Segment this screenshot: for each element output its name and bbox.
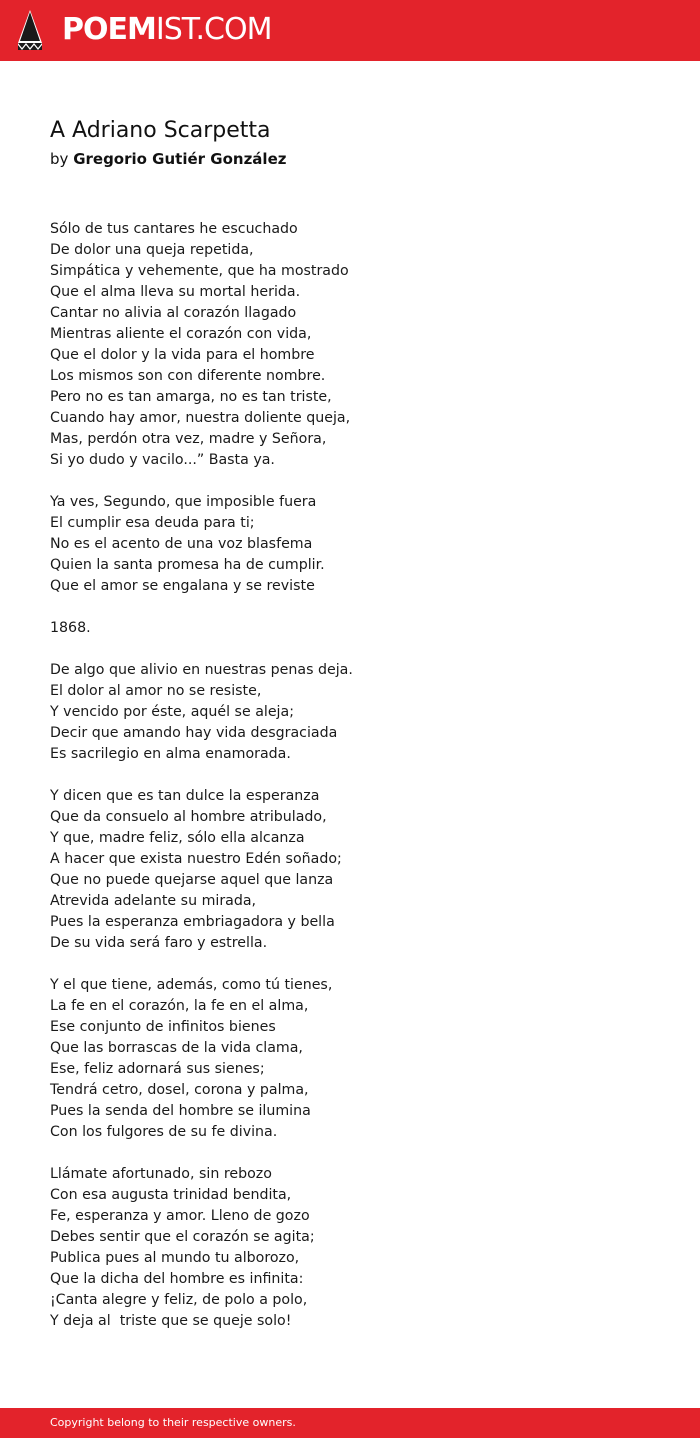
poem-line: Y dicen que es tan dulce la esperanza <box>50 788 320 804</box>
poem-line: Quien la santa promesa ha de cumplir. <box>50 557 325 573</box>
poem-line: No es el acento de una voz blasfema <box>50 536 313 552</box>
poem-line: Ese, feliz adornará sus sienes; <box>50 1061 265 1077</box>
poem-line: Mientras aliente el corazón con vida, <box>50 326 312 342</box>
logo-brand-bold: POEM <box>62 12 156 47</box>
poem-line: Y que, madre feliz, sólo ella alcanza <box>50 830 305 846</box>
poem-line: ¡Canta alegre y feliz, de polo a polo, <box>50 1292 308 1308</box>
poem-line: Es sacrilegio en alma enamorada. <box>50 746 291 762</box>
byline <box>50 149 286 169</box>
poem-line: El cumplir esa deuda para ti; <box>50 515 255 531</box>
poem-line: Pues la esperanza embriagadora y bella <box>50 914 335 930</box>
poem-line: Tendrá cetro, dosel, corona y palma, <box>50 1082 309 1098</box>
poem-line: Llámate afortunado, sin rebozo <box>50 1166 272 1182</box>
poem-stanza <box>50 1164 650 1332</box>
poem-line: La fe en el corazón, la fe en el alma, <box>50 998 309 1014</box>
poem-line: Con los fulgores de su fe divina. <box>50 1124 278 1140</box>
poem-line: De su vida será faro y estrella. <box>50 935 268 951</box>
poem-line: Que da consuelo al hombre atribulado, <box>50 809 327 825</box>
poem-line: Decir que amando hay vida desgraciada <box>50 725 338 741</box>
poem-line: Fe, esperanza y amor. Lleno de gozo <box>50 1208 310 1224</box>
poem-line: Debes sentir que el corazón se agita; <box>50 1229 315 1245</box>
poem-line: 1868. <box>50 620 91 636</box>
poem-line: Atrevida adelante su mirada, <box>50 893 257 909</box>
poem-line: El dolor al amor no se resiste, <box>50 683 262 699</box>
site-header <box>0 0 700 61</box>
poem-line: Simpática y vehemente, que ha mostrado <box>50 263 349 279</box>
poem-line: Y vencido por éste, aquél se aleja; <box>50 704 294 720</box>
copyright-text: Copyright belong to their respective owners. <box>50 1416 296 1429</box>
poem-line: Con esa augusta trinidad bendita, <box>50 1187 292 1203</box>
poem-line: A hacer que exista nuestro Edén soñado; <box>50 851 342 867</box>
poem-line: Que el alma lleva su mortal herida. <box>50 284 301 300</box>
poem-body <box>50 219 650 1353</box>
poem-line: Que las borrascas de la vida clama, <box>50 1040 303 1056</box>
site-footer <box>0 1408 700 1438</box>
poem-line: Que el dolor y la vida para el hombre <box>50 347 315 363</box>
poem-line: Que el amor se engalana y se reviste <box>50 578 315 594</box>
poem-stanza <box>50 786 650 954</box>
poem-line: Los mismos son con diferente nombre. <box>50 368 326 384</box>
poem-stanza <box>50 975 650 1143</box>
pencil-icon[interactable] <box>17 9 43 51</box>
by-label: by <box>50 150 69 168</box>
poem-line: Mas, perdón otra vez, madre y Señora, <box>50 431 327 447</box>
poem-line: De algo que alivio en nuestras penas deja. <box>50 662 353 678</box>
poem-line: Que no puede quejarse aquel que lanza <box>50 872 334 888</box>
poem-line: Sólo de tus cantares he escuchado <box>50 221 298 237</box>
poem-line: Cantar no alivia al corazón llagado <box>50 305 297 321</box>
poem-stanza <box>50 660 650 765</box>
author-name: Gregorio Gutiér González <box>73 150 287 168</box>
site-logo-text[interactable] <box>62 11 271 49</box>
poem-line: Y el que tiene, además, como tú tienes, <box>50 977 333 993</box>
poem-line: Pero no es tan amarga, no es tan triste, <box>50 389 332 405</box>
poem-line: Cuando hay amor, nuestra doliente queja, <box>50 410 351 426</box>
poem-line: Pues la senda del hombre se ilumina <box>50 1103 311 1119</box>
poem-line: Ese conjunto de infinitos bienes <box>50 1019 276 1035</box>
poem-line: Ya ves, Segundo, que imposible fuera <box>50 494 317 510</box>
poem-line: Que la dicha del hombre es infinita: <box>50 1271 304 1287</box>
poem-line: Si yo dudo y vacilo...” Basta ya. <box>50 452 275 468</box>
poem-line: De dolor una queja repetida, <box>50 242 254 258</box>
poem-stanza <box>50 219 650 471</box>
poem-stanza <box>50 618 650 639</box>
poem-line: Publica pues al mundo tu alborozo, <box>50 1250 300 1266</box>
poem-line: Y deja al triste que se queje solo! <box>50 1313 292 1329</box>
poem-stanza <box>50 492 650 597</box>
poem-title: A Adriano Scarpetta <box>50 118 271 143</box>
logo-brand-light: IST.COM <box>155 12 272 47</box>
